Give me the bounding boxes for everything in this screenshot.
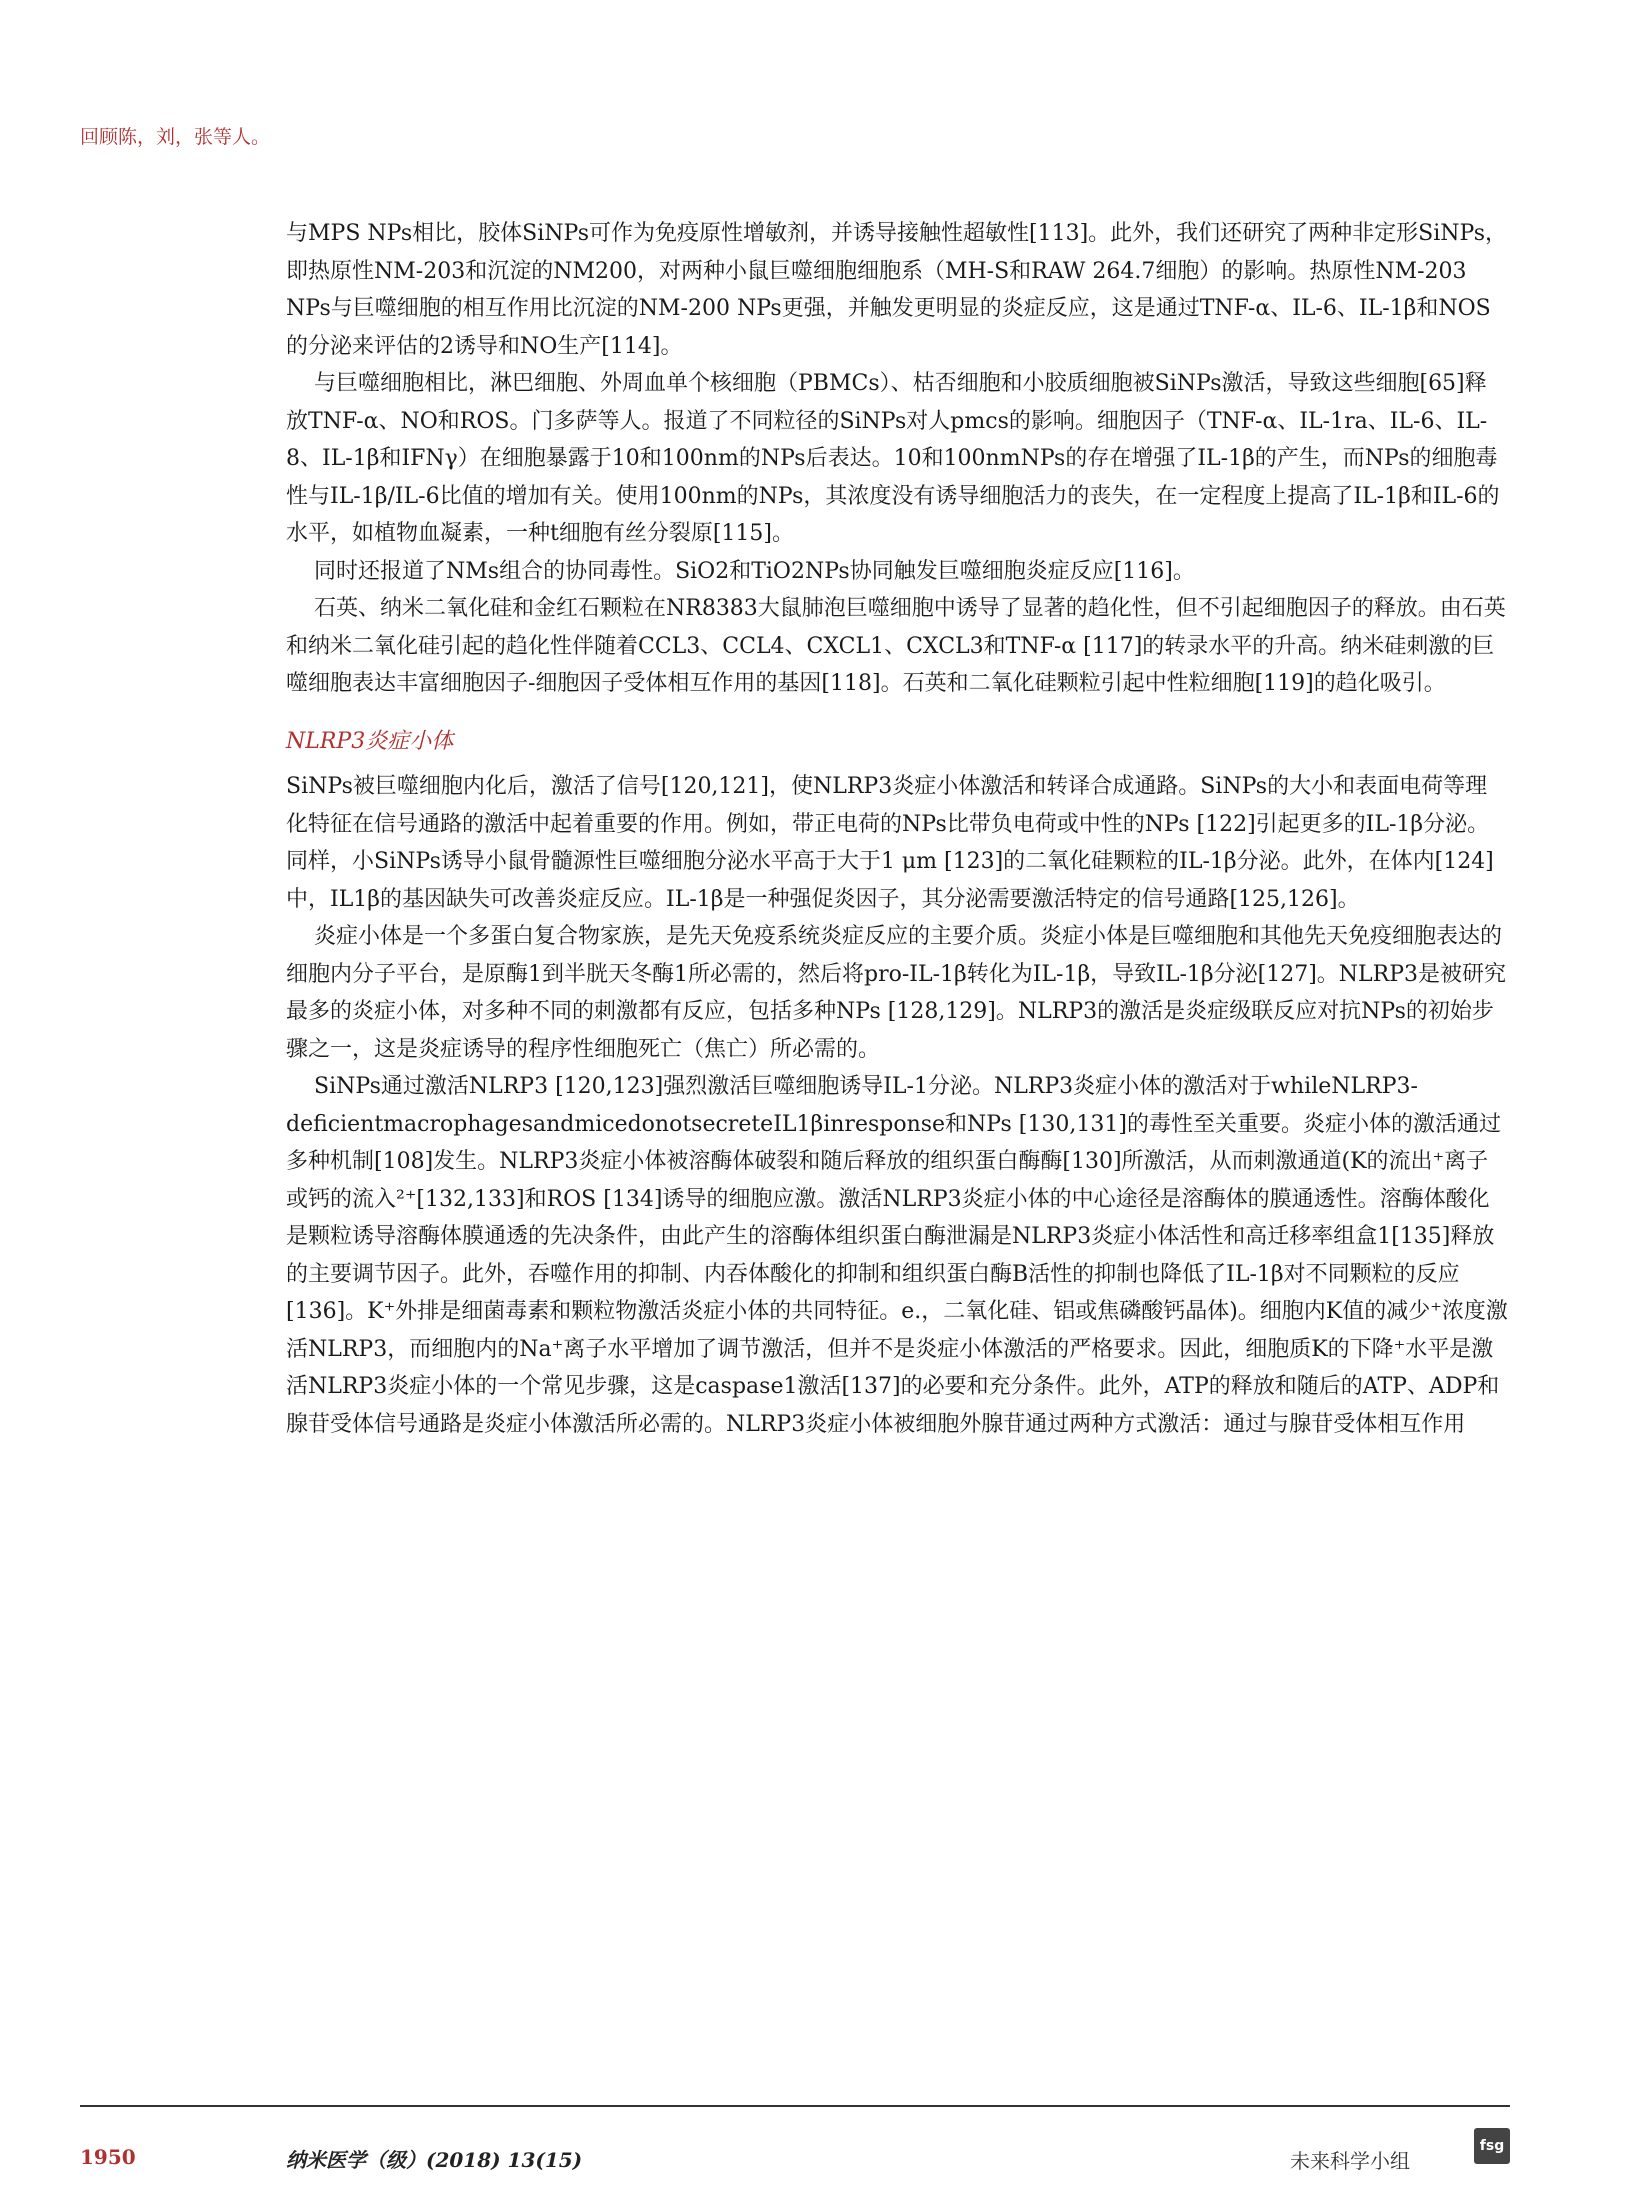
paragraph-4: 石英、纳米二氧化硅和金红石颗粒在NR8383大鼠肺泡巨噬细胞中诱导了显著的趋化性，但不引起细胞因子的释放。由石英和纳米二氧化硅引起的趋化性伴随着CCL3、CCL4、CXCL1、CXCL3和TNF-α [117]的转录水平的升高。纳米硅刺激的巨噬细胞表达丰富细胞因子-细胞因子受体相互作用的基因[118]。石英和二氧化硅颗粒引起中性粒细胞[119]的趋化吸引。 — [286, 596, 1506, 696]
paragraph-7: SiNPs通过激活NLRP3 [120,123]强烈激活巨噬细胞诱导IL-1分泌。NLRP3炎症小体的激活对于whileNLRP3-deficientmacrophagesandmicedonotsecreteIL1βinresponse和NPs [130,131]的毒性至关重要。炎症小体的激活通过多种机制[108]发生。NLRP3炎症小体被溶酶体破裂和随后释放的组织蛋白酶酶[130]所激活，从而刺激通道(K的流出⁺离子或钙的流入²⁺[132,133]和ROS [134]诱导的细胞应激。激活NLRP3炎症小体的中心途径是溶酶体的膜通透性。溶酶体酸化是颗粒诱导溶酶体膜通透的先决条件，由此产生的溶酶体组织蛋白酶泄漏是NLRP3炎症小体活性和高迁移率组盒1[135]释放的主要调节因子。此外，吞噬作用的抑制、内吞体酸化的抑制和组织蛋白酶B活性的抑制也降低了IL-1β对不同颗粒的反应[136]。K⁺外排是细菌毒素和颗粒物激活炎症小体的共同特征。e.，二氧化硅、铝或焦磷酸钙晶体)。细胞内K值的减少⁺浓度激活NLRP3，而细胞内的Na⁺离子水平增加了调节激活，但并不是炎症小体激活的严格要求。因此，细胞质K的下降⁺水平是激活NLRP3炎症小体的一个常见步骤，这是caspase1激活[137]的必要和充分条件。此外，ATP的释放和随后的ATP、ADP和腺苷受体信号通路是炎症小体激活所必需的。NLRP3炎症小体被细胞外腺苷通过两种方式激活：通过与腺苷受体相互作用 — [286, 1074, 1508, 1437]
paragraph-5: SiNPs被巨噬细胞内化后，激活了信号[120,121]，使NLRP3炎症小体激活和转译合成通路。SiNPs的大小和表面电荷等理化特征在信号通路的激活中起着重要的作用。例如，带正电荷的NPs比带负电荷或中性的NPs [122]引起更多的IL-1β分泌。同样，小SiNPs诱导小鼠骨髓源性巨噬细胞分泌水平高于大于1 μm [123]的二氧化硅颗粒的IL-1β分泌。此外，在体内[124]中，IL1β的基因缺失可改善炎症反应。IL-1β是一种强促炎因子，其分泌需要激活特定的信号通路[125,126]。 — [286, 774, 1494, 912]
paragraph-3: 同时还报道了NMs组合的协同毒性。SiO2和TiO2NPs协同触发巨噬细胞炎症反应[116]。 — [314, 558, 1195, 584]
running-head: 回顾陈，刘，张等人。 — [80, 126, 271, 148]
article-body — [286, 215, 1508, 1443]
paragraph-6: 炎症小体是一个多蛋白复合物家族，是先天免疫系统炎症反应的主要介质。炎症小体是巨噬细胞和其他先天免疫细胞表达的细胞内分子平台，是原酶1到半胱天冬酶1所必需的，然后将pro-IL-1β转化为IL-1β，导致IL-1β分泌[127]。NLRP3是被研究最多的炎症小体，对多种不同的刺激都有反应，包括多种NPs [128,129]。NLRP3的激活是炎症级联反应对抗NPs的初始步骤之一，这是炎症诱导的程序性细胞死亡（焦亡）所必需的。 — [286, 924, 1507, 1062]
section-heading-nlrp3: NLRP3炎症小体 — [286, 728, 454, 754]
paragraph-1: 与MPS NPs相比，胶体SiNPs可作为免疫原性增敏剂，并诱导接触性超敏性[113]。此外，我们还研究了两种非定形SiNPs，即热原性NM-203和沉淀的NM200，对两种小鼠巨噬细胞细胞系（MH-S和RAW 264.7细胞）的影响。热原性NM-203 NPs与巨噬细胞的相互作用比沉淀的NM-200 NPs更强，并触发更明显的炎症反应，这是通过TNF-α、IL-6、IL-1β和NOS的分泌来评估的2诱导和NO生产[114]。 — [286, 221, 1508, 359]
paragraph-2: 与巨噬细胞相比，淋巴细胞、外周血单个核细胞（PBMCs）、枯否细胞和小胶质细胞被SiNPs激活，导致这些细胞[65]释放TNF-α、NO和ROS。门多萨等人。报道了不同粒径的SiNPs对人pmcs的影响。细胞因子（TNF-α、IL-1ra、IL-6、IL-8、IL-1β和IFNγ）在细胞暴露于10和100nm的NPs后表达。10和100nmNPs的存在增强了IL-1β的产生，而NPs的细胞毒性与IL-1β/IL-6比值的增加有关。使用100nm的NPs，其浓度没有诱导细胞活力的丧失，在一定程度上提高了IL-1β和IL-6的水平，如植物血凝素，一种t细胞有丝分裂原[115]。 — [286, 371, 1500, 546]
page-number: 1950 — [80, 2145, 136, 2169]
footer-divider — [80, 2105, 1510, 2107]
journal-citation: 纳米医学（级）(2018) 13(15) — [286, 2148, 583, 2172]
publisher-logo: fsg — [1474, 2128, 1510, 2164]
publisher-name: 未来科学小组 — [1290, 2149, 1410, 2173]
